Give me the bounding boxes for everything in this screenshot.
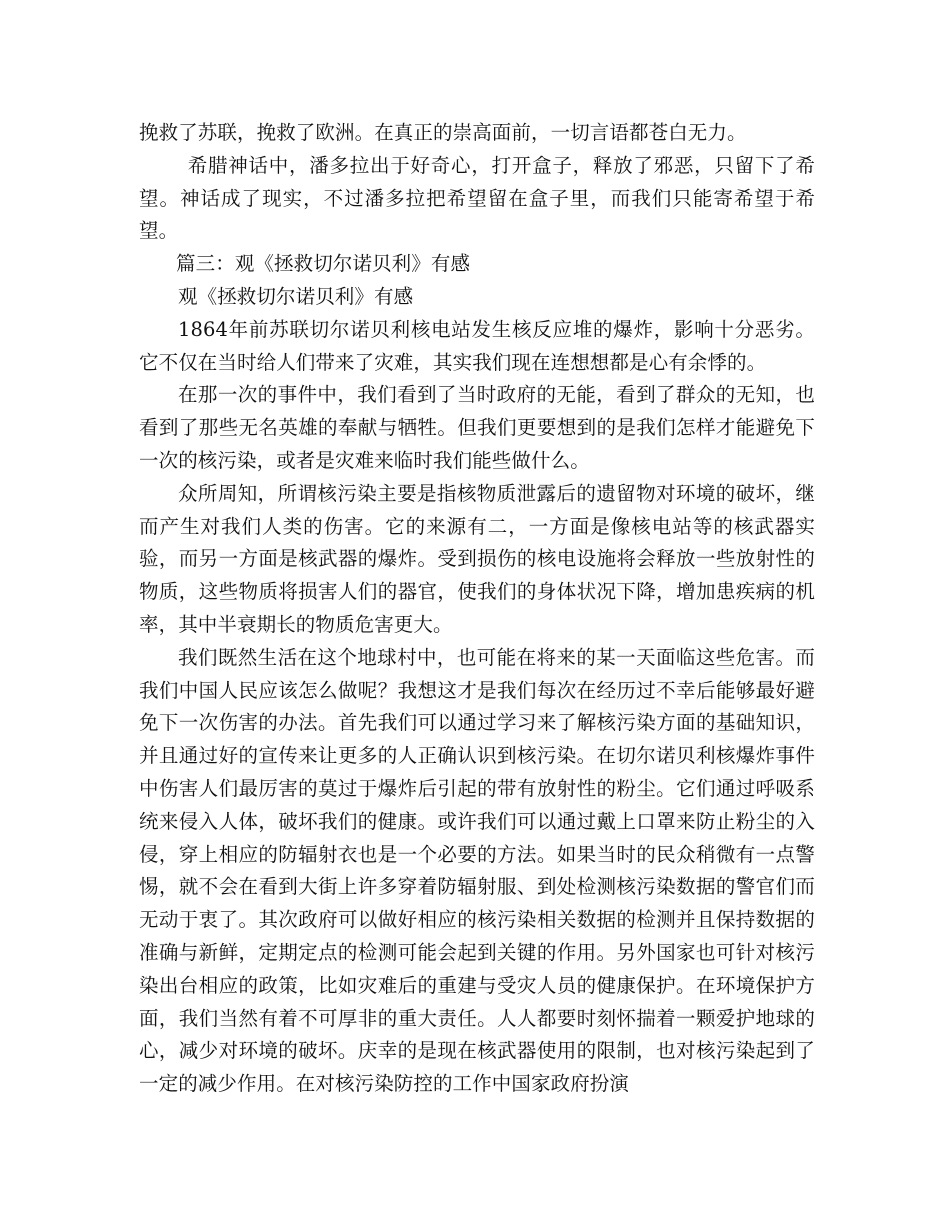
paragraph-continuation: 挽救了苏联，挽救了欧洲。在真正的崇高面前，一切言语都苍白无力。 xyxy=(139,121,747,144)
paragraph-event: 在那一次的事件中，我们看到了当时政府的无能，看到了群众的无知，也看到了那些无名英雄的奉献与牺牲。但我们更要想到的是我们怎样才能避免下一次的核污染，或者是灾难来临时我们能些做什么。 xyxy=(139,383,815,472)
paragraph-intro: 1864年前苏联切尔诺贝利核电站发生核反应堆的爆炸，影响十分恶劣。它不仅在当时给人们带来了灾难，其实我们现在连想想都是心有余悸的。 xyxy=(139,317,815,374)
section-heading: 篇三：观《拯救切尔诺贝利》有感 xyxy=(176,252,471,276)
article-title: 观《拯救切尔诺贝利》有感 xyxy=(178,284,414,308)
paragraph-pandora: 希腊神话中，潘多拉出于好奇心，打开盒子，释放了邪恶，只留下了希望。神话成了现实，不过潘多拉把希望留在盒子里，而我们只能寄希望于希望。 xyxy=(139,153,815,243)
document-body xyxy=(139,117,815,1101)
paragraph-definition: 众所周知，所谓核污染主要是指核物质泄露后的遗留物对环境的破坏，继而产生对我们人类的伤害。它的来源有二，一方面是像核电站等的核武器实验，而另一方面是核武器的爆炸。受到损伤的核电设施将会释放一些放射性的物质，这些物质将损害人们的器官，使我们的身体状况下降，增加患疾病的机率，其中半衰期长的物质危害更大。 xyxy=(139,481,815,636)
paragraph-measures: 我们既然生活在这个地球村中，也可能在将来的某一天面临这些危害。而我们中国人民应该怎么做呢？我想这才是我们每次在经历过不幸后能够最好避免下一次伤害的办法。首先我们可以通过学习来了解核污染方面的基础知识，并且通过好的宣传来让更多的人正确认识到核污染。在切尔诺贝利核爆炸事件中伤害人们最厉害的莫过于爆炸后引起的带有放射性的粉尘。它们通过呼吸系统来侵入人体，破坏我们的健康。或许我们可以通过戴上口罩来防止粉尘的入侵，穿上相应的防辐射衣也是一个必要的方法。如果当时的民众稍微有一点警惕，就不会在看到大街上许多穿着防辐射服、到处检测核污染数据的警官们而无动于衷了。其次政府可以做好相应的核污染相关数据的检测并且保持数据的准确与新鲜，定期定点的检测可能会起到关键的作用。另外国家也可针对核污染出台相应的政策，比如灾难后的重建与受灾人员的健康保护。在环境保护方面，我们当然有着不可厚非的重大责任。人人都要时刻怀揣着一颗爱护地球的心，减少对环境的破坏。庆幸的是现在核武器使用的限制，也对核污染起到了一定的减少作用。在对核污染防控的工作中国家政府扮演 xyxy=(139,645,815,1096)
